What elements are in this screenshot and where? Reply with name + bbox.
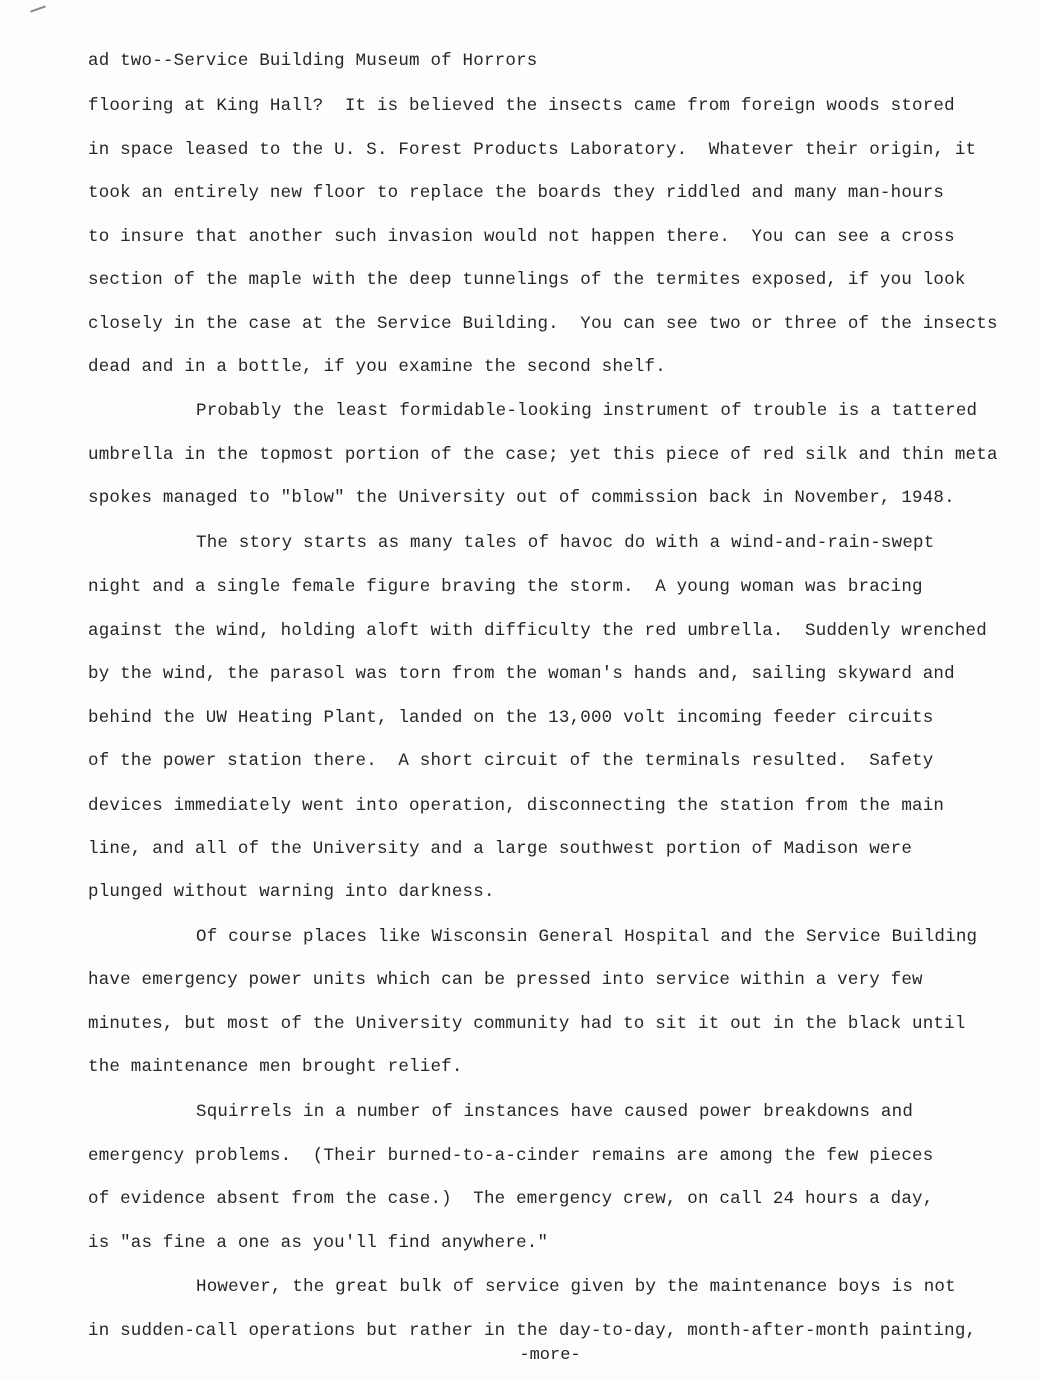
text-line: of evidence absent from the case.) The emergency crew, on call 24 hours a day, xyxy=(88,1189,934,1209)
paragraph-first-line: Of course places like Wisconsin General Hospital and the Service Building xyxy=(196,927,978,947)
text-line: have emergency power units which can be pressed into service within a very few xyxy=(88,970,923,990)
text-line: the maintenance men brought relief. xyxy=(88,1057,463,1077)
text-line: in sudden-call operations but rather in the day-to-day, month-after-month painting, xyxy=(88,1321,977,1341)
text-line: dead and in a bottle, if you examine the second shelf. xyxy=(88,357,666,377)
text-line: section of the maple with the deep tunnelings of the termites exposed, if you look xyxy=(88,270,966,290)
text-line: flooring at King Hall? It is believed the insects came from foreign woods stored xyxy=(88,96,955,116)
text-line: is "as fine a one as you'll find anywhere." xyxy=(88,1233,549,1253)
text-line: behind the UW Heating Plant, landed on the 13,000 volt incoming feeder circuits xyxy=(88,708,934,728)
text-line: umbrella in the topmost portion of the case; yet this piece of red silk and thin meta xyxy=(88,445,998,465)
text-line: emergency problems. (Their burned-to-a-cinder remains are among the few pieces xyxy=(88,1146,934,1166)
text-line: devices immediately went into operation, disconnecting the station from the main xyxy=(88,796,945,816)
text-line: plunged without warning into darkness. xyxy=(88,882,495,902)
continuation-marker: -more- xyxy=(519,1346,581,1365)
corner-mark xyxy=(30,5,46,12)
text-line: to insure that another such invasion would not happen there. You can see a cross xyxy=(88,227,955,247)
text-line: of the power station there. A short circuit of the terminals resulted. Safety xyxy=(88,751,934,771)
text-line: closely in the case at the Service Building. You can see two or three of the insects xyxy=(88,314,998,334)
paragraph-first-line: Squirrels in a number of instances have caused power breakdowns and xyxy=(196,1102,914,1122)
text-line: line, and all of the University and a large southwest portion of Madison were xyxy=(88,839,913,859)
text-line: minutes, but most of the University community had to sit it out in the black until xyxy=(88,1014,966,1034)
paragraph-first-line: The story starts as many tales of havoc do with a wind-and-rain-swept xyxy=(196,533,935,553)
text-line: spokes managed to "blow" the University out of commission back in November, 1948. xyxy=(88,488,955,508)
paragraph-first-line: However, the great bulk of service given by the maintenance boys is not xyxy=(196,1277,956,1297)
text-line: by the wind, the parasol was torn from the woman's hands and, sailing skyward and xyxy=(88,664,955,684)
paragraph-first-line: Probably the least formidable-looking instrument of trouble is a tattered xyxy=(196,401,978,421)
text-line: in space leased to the U. S. Forest Products Laboratory. Whatever their origin, it xyxy=(88,140,977,160)
text-line: took an entirely new floor to replace the boards they riddled and many man-hours xyxy=(88,183,945,203)
text-line: night and a single female figure braving the storm. A young woman was bracing xyxy=(88,577,923,597)
page-header: ad two--Service Building Museum of Horrors xyxy=(88,51,538,71)
text-line: against the wind, holding aloft with difficulty the red umbrella. Suddenly wrenched xyxy=(88,621,987,641)
